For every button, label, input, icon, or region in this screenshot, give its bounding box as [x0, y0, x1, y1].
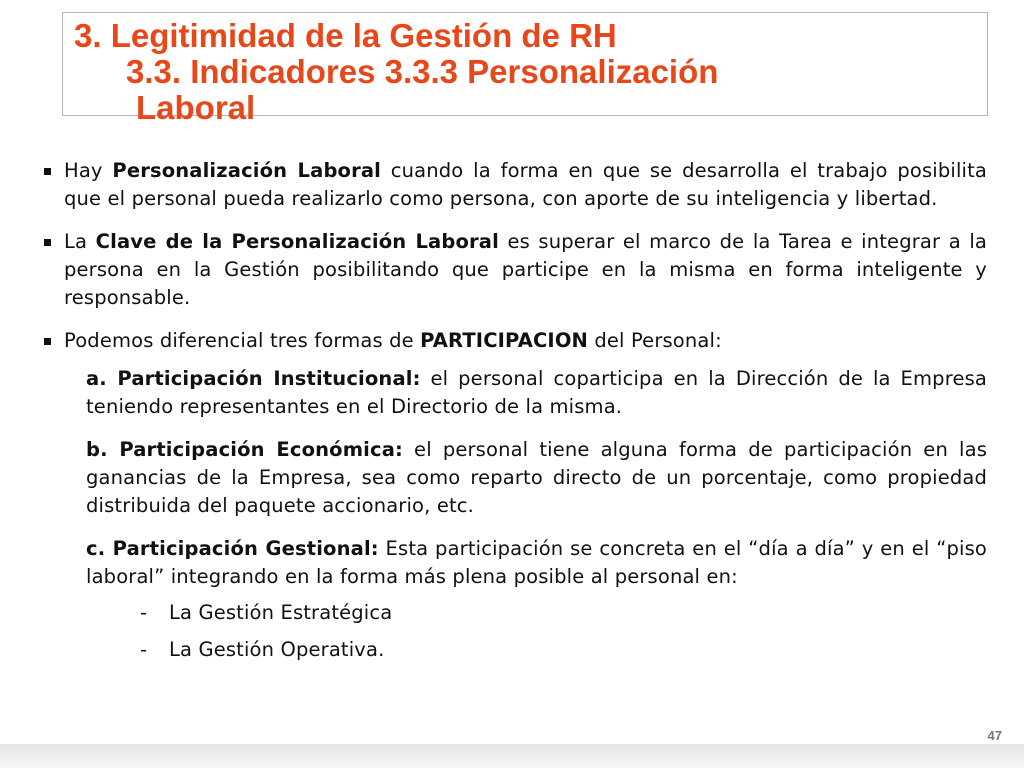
square-bullet-icon: [44, 338, 51, 345]
title-line-2: 3.3. Indicadores 3.3.3 Personalización: [126, 53, 719, 90]
square-bullet-icon: [44, 168, 51, 175]
dash-marker: -: [140, 601, 148, 624]
bullet-bold-term: PARTICIPACION: [420, 329, 589, 352]
participation-economica: b. Participación Económica: el personal tiene alguna forma de participación en las ganancias de la Empresa, sea como reparto directo de un porcentaje, como propiedad distribuida del paquete accionario, etc.: [86, 438, 988, 517]
footer-band: [0, 744, 1024, 768]
participation-gestional: c. Participación Gestional: Esta participación se concreta en el “día a día” y en el “piso laboral” integrando en la forma más plena posible al personal en:: [86, 537, 987, 588]
title-line-3: Laboral: [136, 89, 256, 126]
bullet-clave: La Clave de la Personalización Laboral es superar el marco de la Tarea e integrar a la persona en la Gestión posibilitando que participe en la misma en forma inteligente y responsable.: [44, 228, 987, 312]
participation-institucional: a. Participación Institucional: el personal coparticipa en la Dirección de la Empresa teniendo representantes en el Directorio de la misma.: [86, 367, 987, 418]
participation-label: a. Participación Institucional:: [86, 367, 421, 390]
slide-body: [44, 157, 987, 664]
bullet-personalizacion: Hay Personalización Laboral cuando la forma en que se desarrolla el trabajo posibilita que el personal pueda realizarlo como persona, con aporte de su inteligencia y libertad.: [44, 157, 987, 213]
square-bullet-icon: [44, 239, 51, 246]
page-number: 47: [987, 728, 1002, 743]
gestion-list: [140, 599, 987, 664]
bullet-bold-term: Clave de la Personalización Laboral: [95, 230, 499, 253]
list-item: - La Gestión Estratégica: [140, 599, 987, 627]
bullet-bold-term: Personalización Laboral: [112, 159, 382, 182]
bullet-participacion: Podemos diferencial tres formas de PARTICIPACION del Personal:: [44, 327, 987, 355]
dash-marker: -: [140, 638, 148, 661]
title-line-1: 3. Legitimidad de la Gestión de RH: [74, 17, 617, 54]
list-item: - La Gestión Operativa.: [140, 636, 987, 664]
slide-title: [74, 18, 718, 126]
participation-label: b. Participación Económica:: [86, 438, 403, 461]
participation-label: c. Participación Gestional:: [86, 537, 379, 560]
